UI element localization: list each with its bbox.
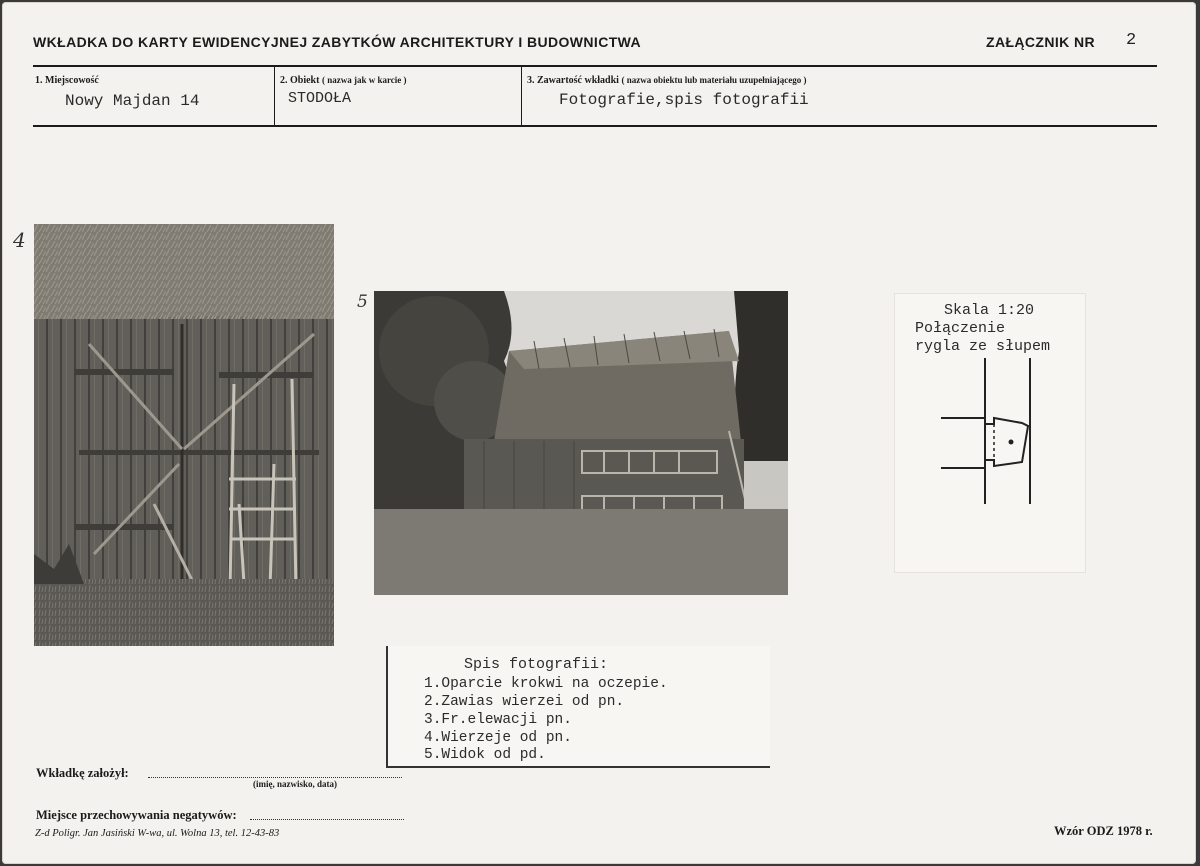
- header-rule-bottom: [33, 125, 1157, 127]
- object-value: STODOŁA: [288, 90, 352, 107]
- object-label: 2. Obiekt ( nazwa jak w karcie ): [280, 75, 407, 86]
- document-title: WKŁADKA DO KARTY EWIDENCYJNEJ ZABYTKÓW ARCHITEKTURY I BUDOWNICTWA: [33, 34, 642, 50]
- drawing-caption-line-1: Połączenie: [915, 320, 1006, 337]
- content-value: Fotografie,spis fotografii: [559, 91, 809, 109]
- photo-list-item: 1.Oparcie krokwi na oczepie.: [424, 676, 668, 692]
- scale-label: Skala 1:20: [944, 302, 1035, 319]
- negatives-location-line[interactable]: [250, 819, 404, 820]
- photo-list-item: 5.Widok od pd.: [424, 747, 546, 763]
- content-label: 3. Zawartość wkładki ( nazwa obiektu lub materiału uzupełniającego ): [527, 75, 807, 86]
- locality-value: Nowy Majdan 14: [65, 92, 200, 110]
- photo-barn-view: [374, 291, 788, 595]
- negatives-location-label: Miejsce przechowywania negatywów:: [36, 808, 237, 822]
- photo-list-title: Spis fotografii:: [464, 656, 609, 673]
- record-card: [2, 2, 1196, 864]
- printer-imprint: Z-d Poligr. Jan Jasiński W-wa, ul. Wolna 13, tel. 12-43-83: [35, 828, 280, 839]
- photo-number-4: 4: [13, 228, 26, 252]
- annex-label: ZAŁĄCZNIK NR: [986, 34, 1096, 50]
- created-by-label: Wkładkę założył:: [36, 766, 129, 780]
- header-rule-top: [33, 65, 1157, 67]
- photo-list-item: 3.Fr.elewacji pn.: [424, 712, 572, 728]
- joint-sketch: [938, 356, 1038, 506]
- photo-barn-doors: [34, 224, 334, 646]
- locality-label: 1. Miejscowość: [35, 75, 99, 86]
- form-version: Wzór ODZ 1978 r.: [1054, 824, 1153, 838]
- annex-number: 2: [1126, 31, 1137, 50]
- photo-list-item: 2.Zawias wierzei od pn.: [424, 694, 625, 710]
- photo-list-insert: [386, 646, 770, 768]
- photo-number-5: 5: [357, 292, 368, 312]
- photo-list-item: 4.Wierzeje od pn.: [424, 730, 572, 746]
- field-divider-1: [274, 67, 275, 125]
- drawing-caption-line-2: rygla ze słupem: [915, 338, 1051, 355]
- field-divider-2: [521, 67, 522, 125]
- created-by-note: (imię, nazwisko, data): [253, 779, 337, 789]
- created-by-line[interactable]: [148, 777, 402, 778]
